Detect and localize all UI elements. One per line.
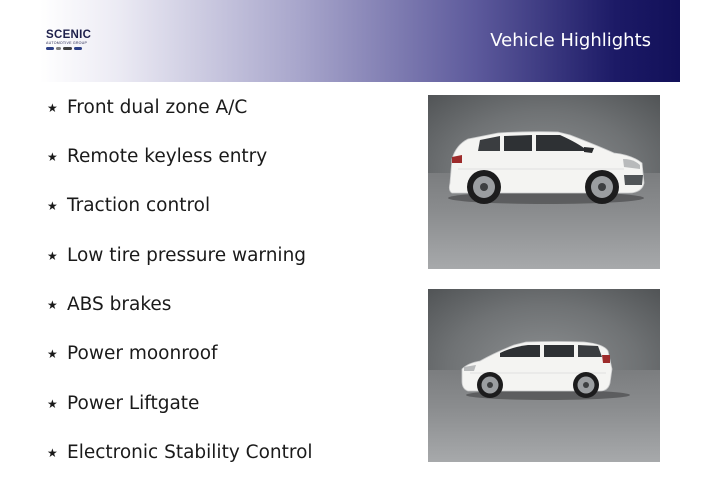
feature-label: Low tire pressure warning: [67, 245, 307, 266]
star-icon: ★: [47, 397, 58, 411]
feature-label: Electronic Stability Control: [67, 442, 313, 463]
vehicle-photo-side-2: [428, 289, 660, 462]
star-icon: ★: [47, 298, 58, 312]
suv-side-illustration: [428, 95, 660, 269]
feature-label: Traction control: [67, 195, 211, 216]
feature-label: Power Liftgate: [67, 393, 200, 414]
star-icon: ★: [47, 150, 58, 164]
feature-item: [47, 441, 313, 465]
feature-item: [47, 293, 171, 317]
feature-item: [47, 194, 210, 218]
dealer-logo: [46, 30, 102, 56]
logo-subtext: AUTOMOTIVE GROUP: [46, 41, 88, 45]
vehicle-photo-side: [428, 95, 660, 269]
feature-item: [47, 244, 306, 268]
star-icon: ★: [47, 446, 58, 460]
feature-label: ABS brakes: [67, 294, 172, 315]
star-icon: ★: [47, 249, 58, 263]
suv-side-illustration-2: [428, 289, 660, 462]
feature-item: [47, 342, 218, 366]
feature-label: Power moonroof: [67, 343, 218, 364]
brand-badges: [46, 47, 102, 50]
page-title: Vehicle Highlights: [490, 30, 651, 51]
star-icon: ★: [47, 101, 58, 115]
feature-item: [47, 392, 199, 416]
header-banner: [40, 0, 680, 82]
feature-item: [47, 96, 247, 120]
star-icon: ★: [47, 347, 58, 361]
feature-item: [47, 145, 267, 169]
feature-label: Front dual zone A/C: [67, 97, 248, 118]
star-icon: ★: [47, 199, 58, 213]
logo-text: SCENIC: [46, 29, 92, 41]
feature-label: Remote keyless entry: [67, 146, 268, 167]
